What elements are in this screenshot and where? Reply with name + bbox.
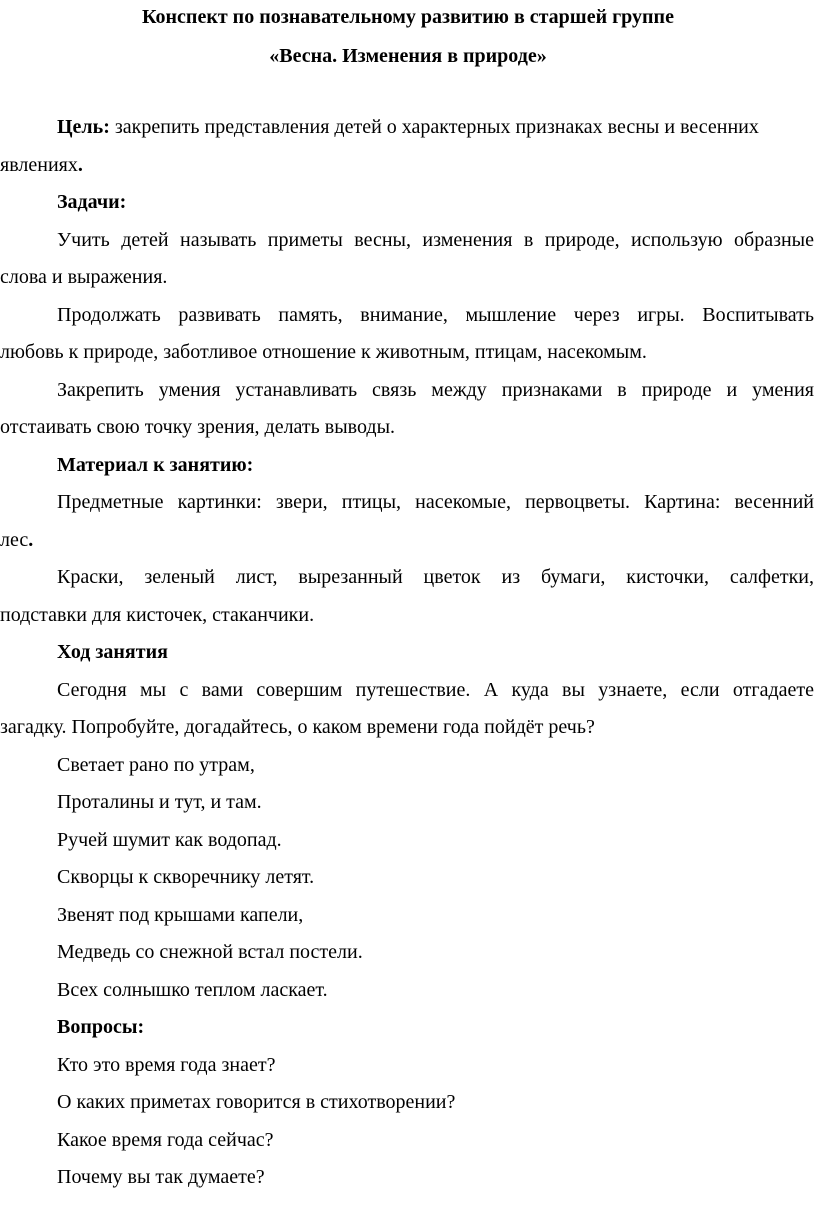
- material-paragraph-2-line-2: подставки для кисточек, стаканчики.: [0, 604, 315, 626]
- tasks-paragraph-2-line-1: Продолжать развивать память, внимание, мышление через игры. Воспитывать: [57, 304, 814, 326]
- tasks-heading: Задачи:: [57, 191, 127, 213]
- document-title-line-1: Конспект по познавательному развитию в старшей группе: [142, 6, 674, 28]
- lesson-heading: Ход занятия: [57, 641, 168, 663]
- goal-text-line-2-end: .: [77, 154, 83, 176]
- lesson-paragraph-1-line-2: загадку. Попробуйте, догадайтесь, о каком времени года пойдёт речь?: [0, 716, 595, 738]
- poem-line: Медведь со снежной встал постели.: [57, 941, 363, 963]
- material-paragraph-1-line-2-end: .: [28, 529, 34, 551]
- material-paragraph-1-line-1: Предметные картинки: звери, птицы, насекомые, первоцветы. Картина: весенний: [57, 491, 814, 513]
- lesson-paragraph-1-line-1: Сегодня мы с вами совершим путешествие. А куда вы узнаете, если отгадаете: [57, 679, 814, 701]
- tasks-paragraph-3-line-1: Закрепить умения устанавливать связь между признаками в природе и умения: [57, 379, 814, 401]
- poem-line: Светает рано по утрам,: [57, 754, 255, 776]
- poem-line: Всех солнышко теплом ласкает.: [57, 979, 328, 1001]
- question-item: О каких приметах говорится в стихотворении?: [57, 1091, 456, 1113]
- document-title-line-2: «Весна. Изменения в природе»: [269, 45, 547, 67]
- questions-heading: Вопросы:: [57, 1016, 145, 1038]
- question-item: Почему вы так думаете?: [57, 1166, 265, 1188]
- tasks-paragraph-2-line-2: любовь к природе, заботливое отношение к животным, птицам, насекомым.: [0, 341, 647, 363]
- goal-text-line-1: закрепить представления детей о характерных признаках весны и весенних: [109, 116, 759, 138]
- material-heading: Материал к занятию:: [57, 454, 254, 476]
- poem-line: Звенят под крышами капели,: [57, 904, 304, 926]
- tasks-paragraph-1-line-1: Учить детей называть приметы весны, изменения в природе, использую образные: [57, 229, 814, 251]
- goal-text-line-2: явлениях: [0, 154, 78, 176]
- tasks-paragraph-3-line-2: отстаивать свою точку зрения, делать выводы.: [0, 416, 395, 438]
- question-item: Кто это время года знает?: [57, 1054, 276, 1076]
- material-paragraph-2-line-1: Краски, зеленый лист, вырезанный цветок из бумаги, кисточки, салфетки,: [57, 566, 814, 588]
- question-item: Какое время года сейчас?: [57, 1129, 274, 1151]
- goal-label: Цель:: [57, 116, 110, 138]
- material-paragraph-1-line-2: [0, 529, 33, 552]
- goal-paragraph-continued: [0, 154, 83, 177]
- poem-line: Проталины и тут, и там.: [57, 791, 262, 813]
- poem-line: Ручей шумит как водопад.: [57, 829, 282, 851]
- poem-line: Скворцы к скворечнику летят.: [57, 866, 315, 888]
- goal-paragraph: [57, 116, 759, 139]
- material-paragraph-1-line-2-text: лес: [0, 529, 29, 551]
- tasks-paragraph-1-line-2: слова и выражения.: [0, 266, 168, 288]
